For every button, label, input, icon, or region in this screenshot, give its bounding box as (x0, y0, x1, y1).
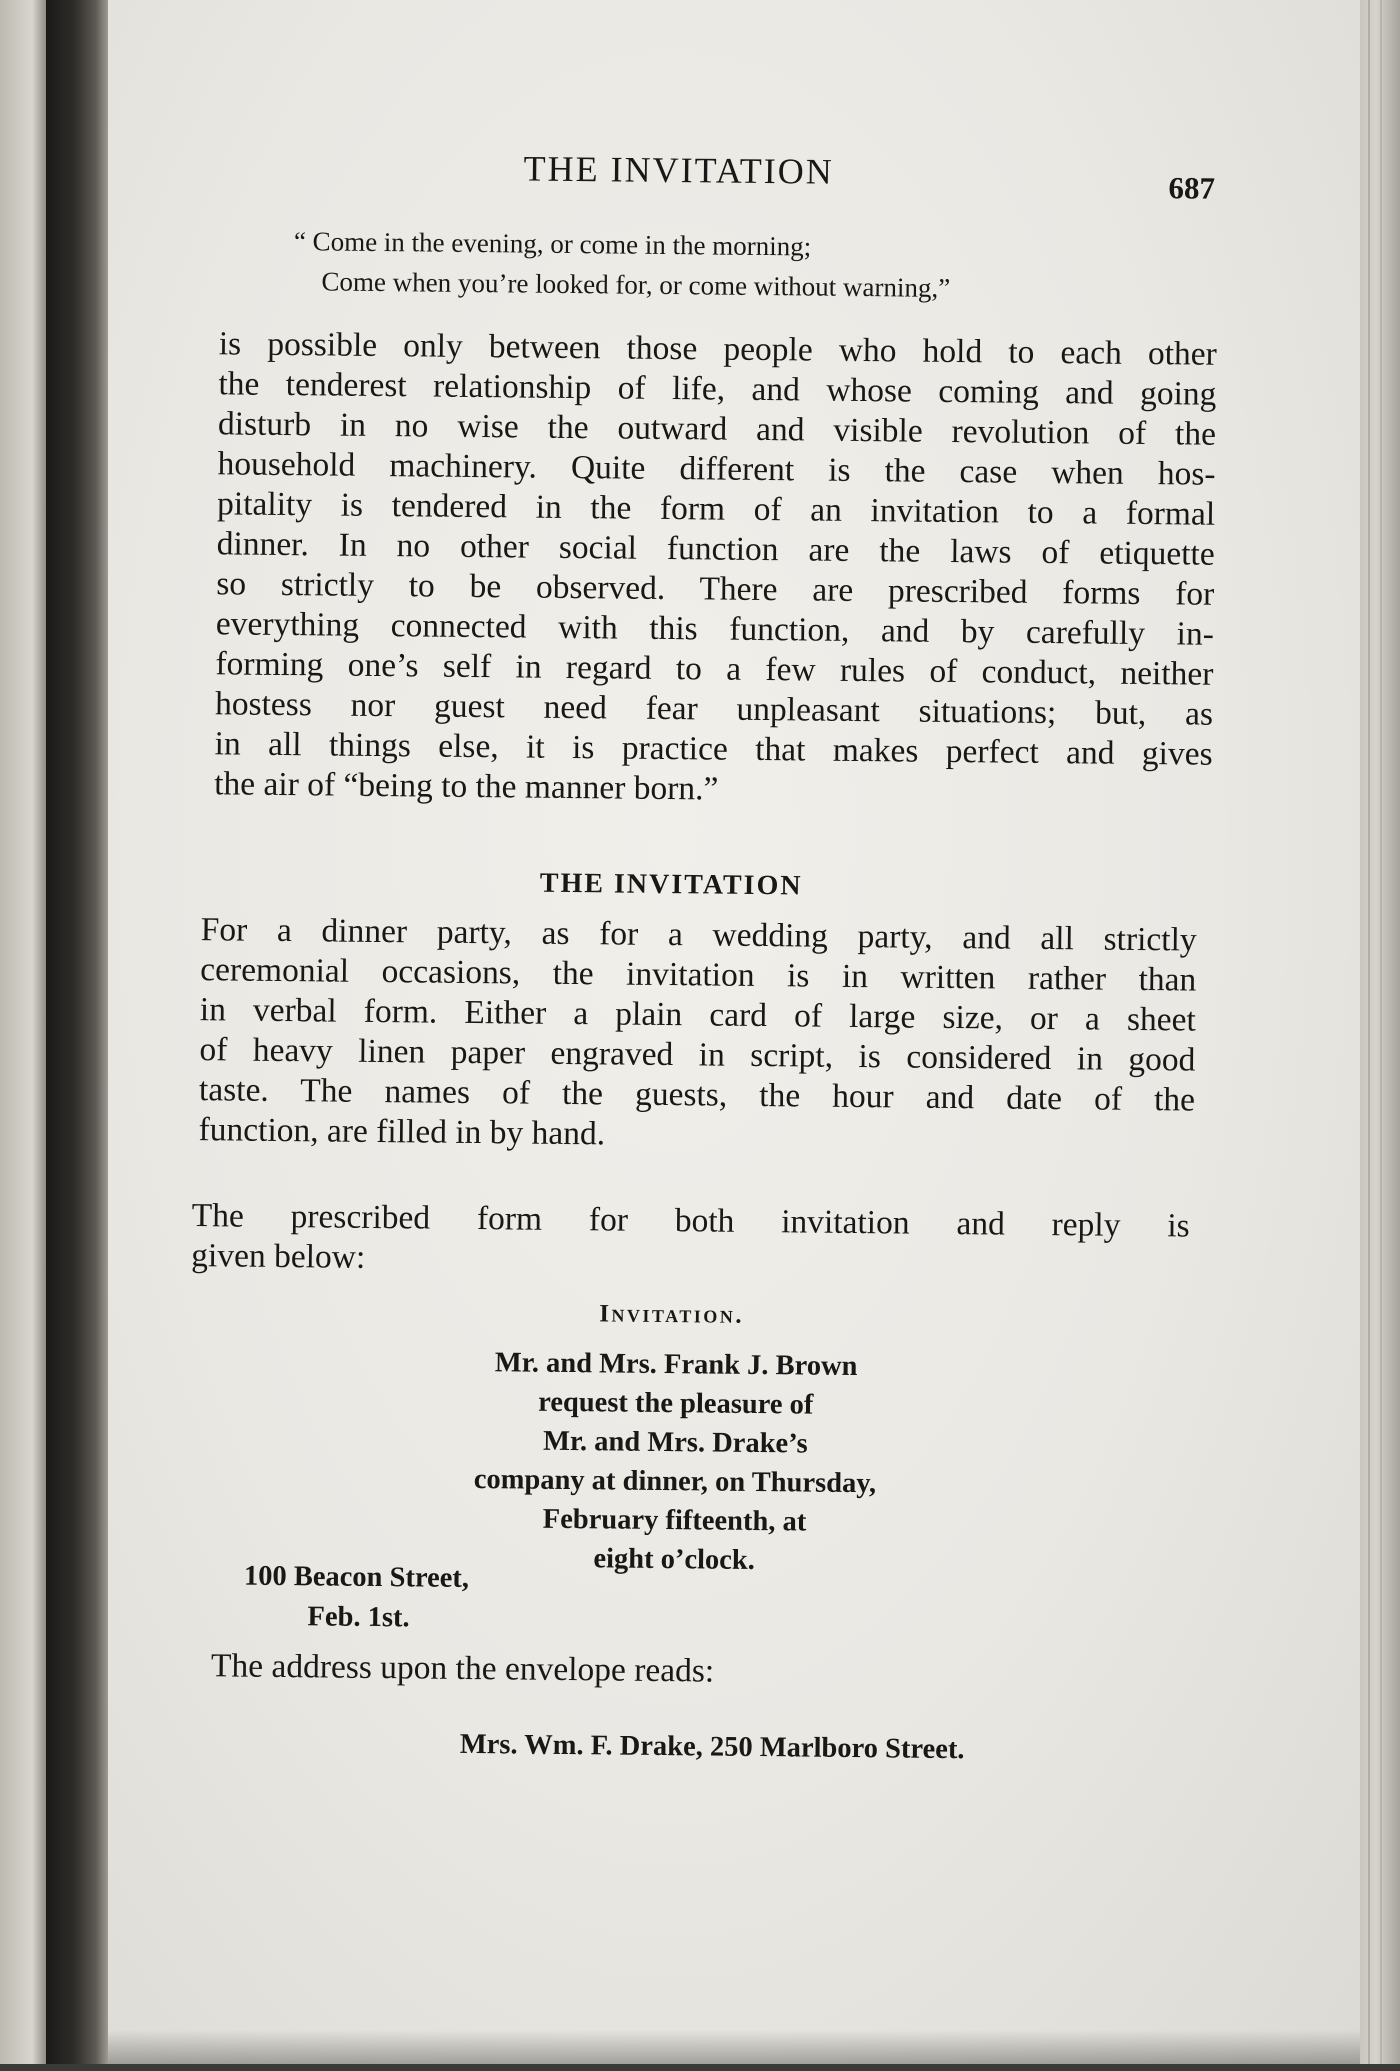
paragraph-line: function, are filled in by hand. (198, 1111, 606, 1153)
paragraph-line: so strictly to be observed. There are prescribed forms for (216, 565, 1215, 613)
invitation-body (394, 1342, 956, 1582)
paragraph-2 (198, 910, 1196, 1160)
envelope-address: Mrs. Wm. F. Drake, 250 Marlboro Street. (459, 1728, 965, 1766)
paragraph-line: pitality is tendered in the form of an invitation to a formal (216, 485, 1216, 533)
page-number: 687 (1168, 170, 1216, 206)
verse-quote (293, 221, 1174, 310)
invitation-line: request the pleasure of (538, 1386, 814, 1421)
invitation-line: Mr. and Mrs. Drake’s (542, 1425, 808, 1460)
invitation-line: February fifteenth, at (542, 1503, 807, 1538)
section-heading: THE INVITATION (539, 867, 803, 902)
sender-date: Feb. 1st. (307, 1601, 410, 1634)
sender-street: 100 Beacon Street, (243, 1560, 470, 1594)
paragraph-line: household machinery. Quite different is the case when hos- (217, 445, 1216, 493)
envelope-intro: The address upon the envelope reads: (210, 1647, 715, 1690)
paragraph-line: The prescribed form for both invitation and reply is (191, 1197, 1190, 1245)
verse-line-2: Come when you’re looked for, or come without warning,” (321, 266, 951, 303)
paragraph-line: taste. The names of the guests, the hour and date of the (198, 1071, 1196, 1119)
paragraph-line: of heavy linen paper engraved in script, is considered in good (199, 1031, 1196, 1079)
invitation-line: company at dinner, on Thursday, (473, 1464, 877, 1500)
paragraph-line: For a dinner party, as for a wedding party, and all strictly (200, 911, 1197, 959)
paragraph-line: given below: (191, 1237, 366, 1276)
paragraph-line: hostess nor guest need fear unpleasant situations; but, as (214, 685, 1214, 733)
paragraph-line: the tenderest relationship of life, and whose coming and going (218, 365, 1217, 413)
paragraph-line: everything connected with this function, and by carefully in- (215, 605, 1215, 653)
paragraph-3 (191, 1196, 1190, 1286)
paragraph-line: dinner. In no other social function are the laws of etiquette (216, 525, 1215, 573)
invitation-heading: Invitation. (599, 1300, 745, 1329)
invitation-line: eight o’clock. (593, 1543, 756, 1576)
paragraph-line: disturb in no wise the outward and visible revolution of the (217, 405, 1217, 453)
paragraph-line: in all things else, it is practice that makes perfect and gives (214, 725, 1213, 773)
paragraph-line: forming one’s self in regard to a few rules of conduct, neither (215, 645, 1214, 693)
invitation-line: Mr. and Mrs. Frank J. Brown (494, 1347, 858, 1383)
paragraph-line: in verbal form. Either a plain card of large size, or a sheet (199, 991, 1197, 1039)
invitation-sender-address (243, 1557, 624, 1641)
running-title: THE INVITATION (523, 148, 834, 192)
paragraph-line: ceremonial occasions, the invitation is in written rather than (200, 951, 1197, 999)
paragraph-line: the air of “being to the manner born.” (214, 765, 719, 808)
verse-line-1: “ Come in the evening, or come in the morning; (293, 226, 812, 262)
paragraph-1 (214, 324, 1217, 814)
paragraph-line: is possible only between those people who hold to each other (218, 325, 1217, 373)
